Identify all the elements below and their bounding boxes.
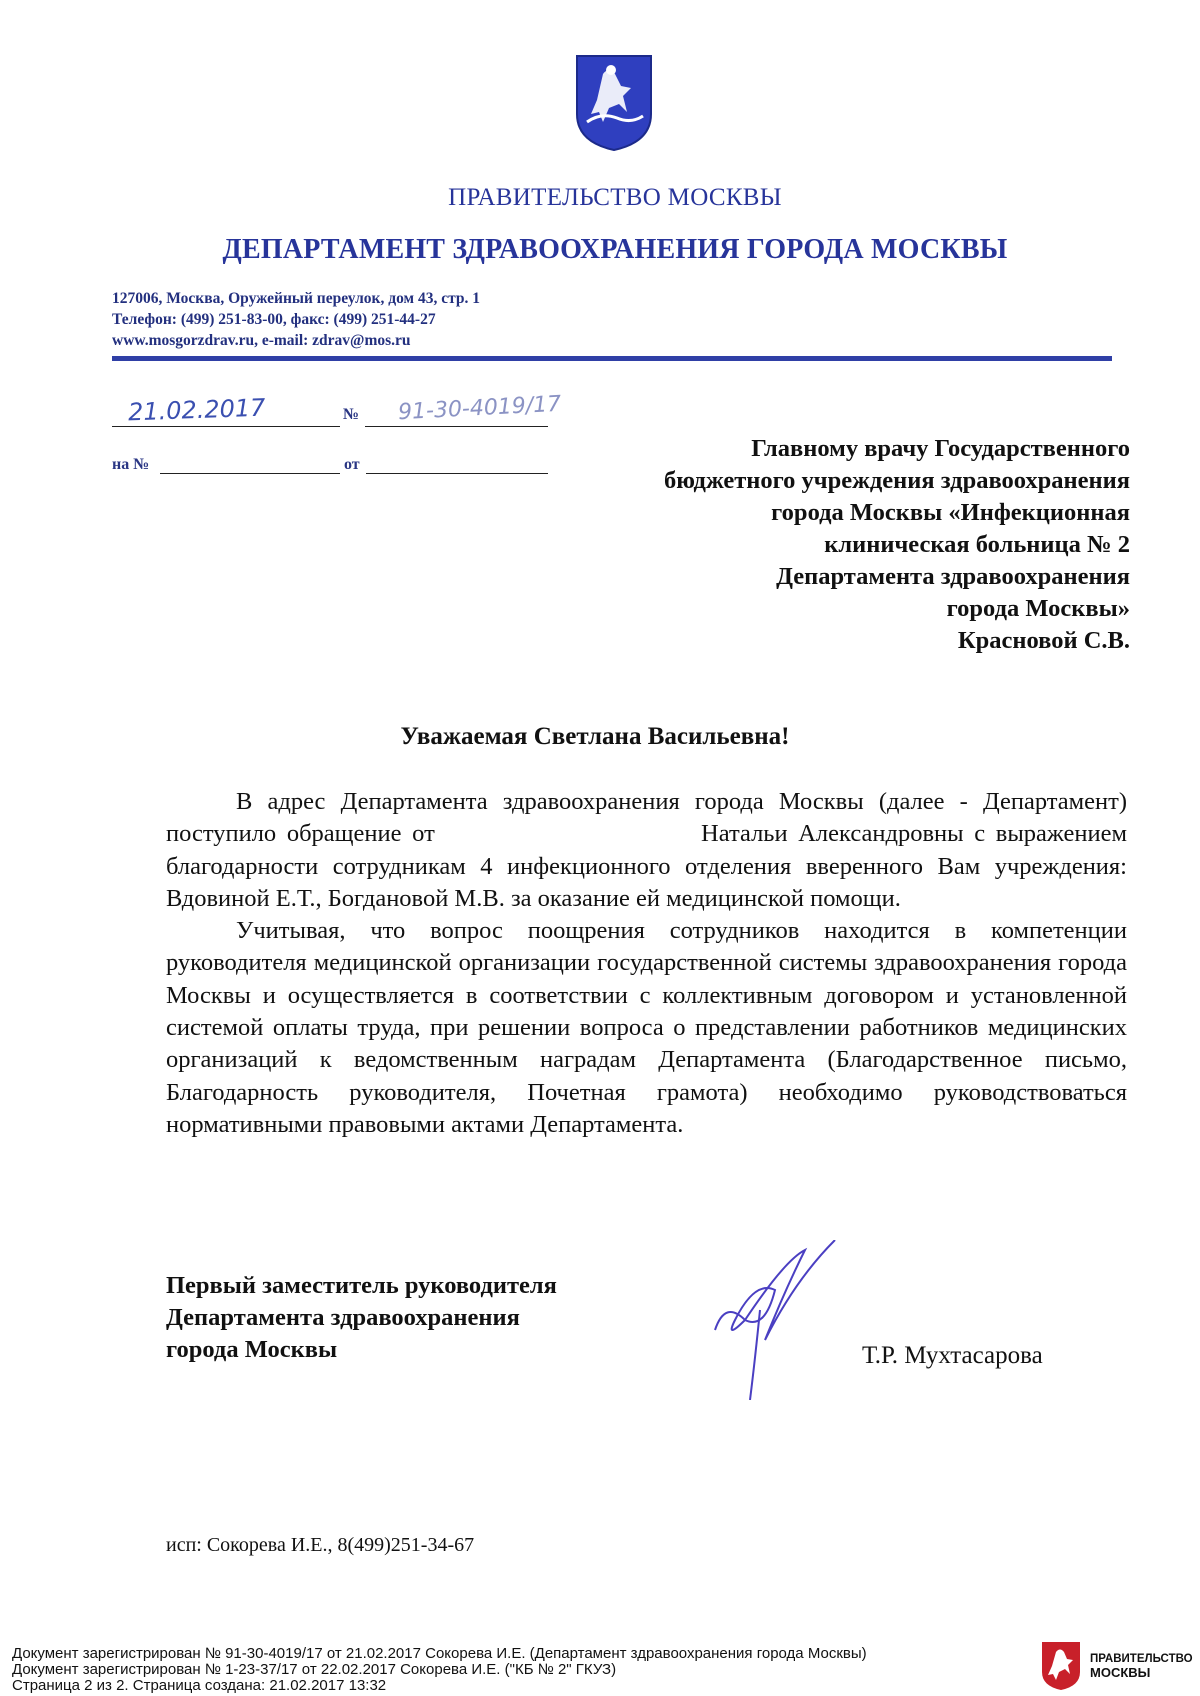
recipient-line: города Москвы» (946, 595, 1130, 622)
brand-line-1: ПРАВИТЕЛЬСТВО (1090, 1653, 1193, 1665)
letter-body (166, 786, 1134, 1141)
brand-line-2: МОСКВЫ (1090, 1665, 1151, 1680)
greeting: Уважаемая Светлана Васильевна! (400, 723, 790, 750)
executor-info: исп: Сокорева И.Е., 8(499)251-34-67 (166, 1534, 475, 1556)
paragraph-1: В адрес Департамента здравоохранения города Москвы (далее - Департамент) поступило обращение от Натальи Александровны с выражением благодарности сотрудникам 4 инфекционного отделения вверенного Вам учреждения: Вдовиной Е.Т., Богдановой М.В. за оказание ей медицинской помощи. (166, 788, 1134, 912)
number-underline (365, 426, 548, 427)
signer-name: Т.Р. Мухтасарова (862, 1342, 1043, 1369)
department-title: ДЕПАРТАМЕНТ ЗДРАВООХРАНЕНИЯ ГОРОДА МОСКВЫ (222, 234, 1008, 265)
number-label: № (343, 406, 360, 423)
paragraph-2: Учитывая, что вопрос поощрения сотрудников находится в компетенции руководителя медицинской организации государственной системы здравоохранения города Москвы и осуществляется в соответствии с коллективным договором и установленной системой оплаты труда, при решении вопроса о представлении работников медицинских организаций к ведомственным наградам Департамента (Благодарственное письмо, Благодарность руководителя, Почетная грамота) необходимо руководствоваться нормативными правовыми актами Департамента. (166, 917, 1127, 1138)
web-email-line: www.mosgorzdrav.ru, e-mail: zdrav@mos.ru (112, 332, 411, 349)
registration-date: 21.02.2017 (127, 393, 266, 427)
phone-fax-line: Телефон: (499) 251-83-00, факс: (499) 251-44-27 (112, 311, 436, 328)
from-underline (366, 473, 548, 474)
position-line: города Москвы (166, 1336, 338, 1363)
registration-number: 91-30-4019/17 (397, 391, 562, 426)
recipient-block (664, 433, 1130, 657)
signer-position (166, 1270, 557, 1366)
from-label: от (344, 456, 360, 473)
reply-to-label: на № (112, 456, 150, 473)
date-underline (112, 426, 340, 427)
recipient-line: бюджетного учреждения здравоохранения (663, 467, 1130, 494)
position-line: Департамента здравоохранения (166, 1304, 520, 1331)
footer-brand (1090, 1653, 1193, 1680)
recipient-line: Красновой С.В. (957, 627, 1130, 654)
footer-line: Документ зарегистрирован № 91-30-4019/17 от 21.02.2017 Сокорева И.Е. (Департамент здравоохранения города Москвы) (12, 1645, 867, 1662)
handwritten-signature (705, 1240, 845, 1400)
recipient-line: города Москвы «Инфекционная (771, 499, 1130, 526)
recipient-line: Главному врачу Государственного (751, 435, 1130, 462)
recipient-line: Департамента здравоохранения (776, 563, 1130, 590)
reply-to-underline (160, 473, 340, 474)
moscow-government-logo-icon (1040, 1640, 1082, 1692)
footer-line: Страница 2 из 2. Страница создана: 21.02.2017 13:32 (12, 1677, 387, 1694)
address-line: 127006, Москва, Оружейный переулок, дом 43, стр. 1 (112, 290, 481, 307)
moscow-coat-of-arms-icon (573, 52, 655, 152)
position-line: Первый заместитель руководителя (166, 1272, 557, 1299)
header-divider (112, 356, 1112, 361)
registration-footer (12, 1646, 867, 1694)
government-title: ПРАВИТЕЛЬСТВО МОСКВЫ (448, 184, 782, 211)
footer-line: Документ зарегистрирован № 1-23-37/17 от 22.02.2017 Сокорева И.Е. ("КБ № 2" ГКУЗ) (12, 1661, 617, 1678)
recipient-line: клиническая больница № 2 (824, 531, 1130, 558)
